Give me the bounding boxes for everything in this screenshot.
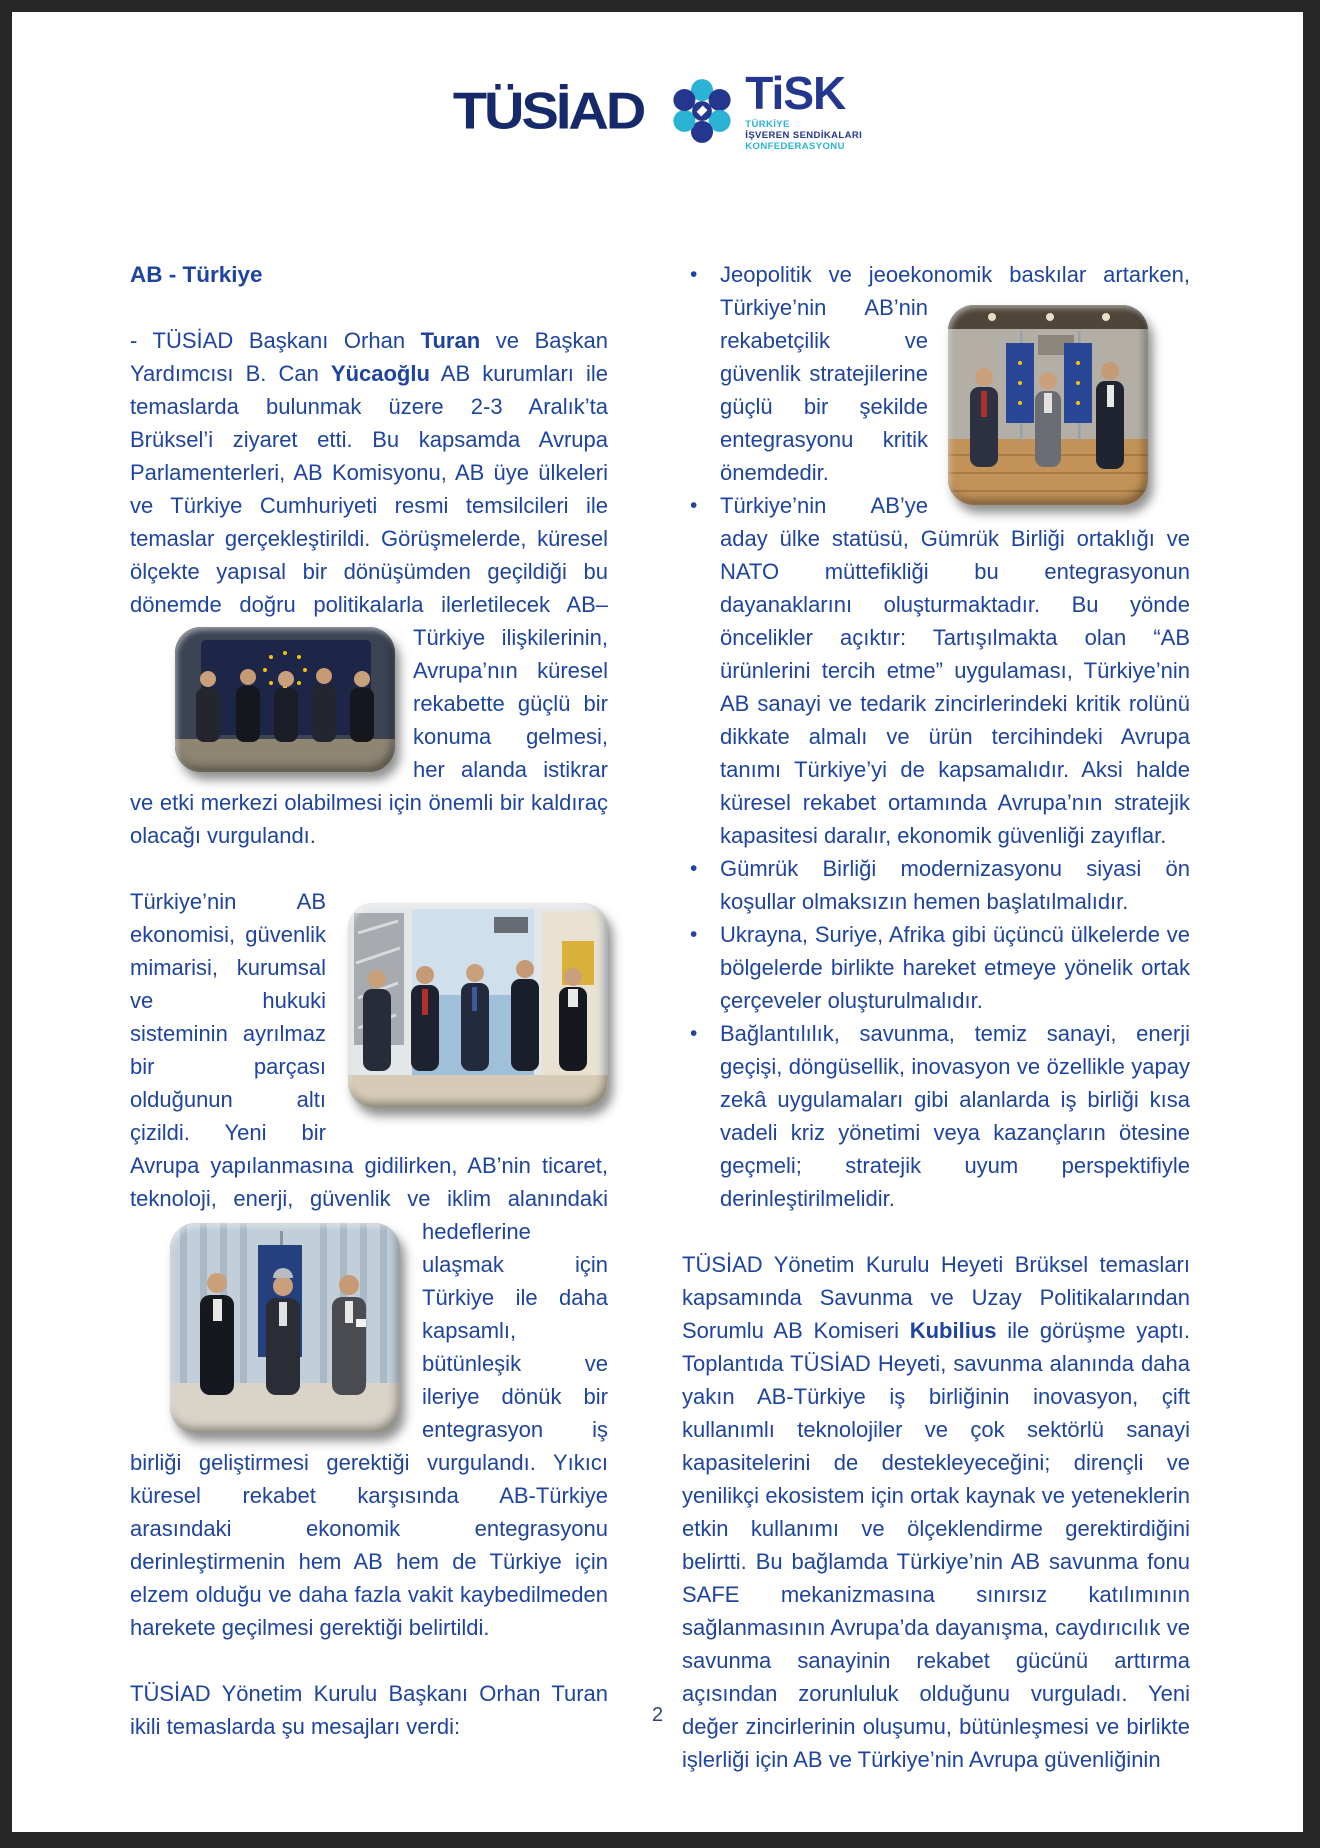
bullet-item-1	[682, 258, 1190, 489]
bullet-5-text: Bağlantılılık, savunma, temiz sanayi, enerji geçişi, döngüsellik, inovasyon ve özellikle yapay zekâ uygulamaları gibi alanlarda iş birliği kısa vadeli kriz yönetimi veya kazançların ötesine geçmeli; stratejik uyum perspektifiyle derinleştirilmelidir.	[720, 1021, 1190, 1211]
photo-meeting-eu-flags	[948, 305, 1148, 505]
page-content	[130, 258, 1190, 1776]
bullet-list	[682, 258, 1190, 1215]
section-heading: AB - Türkiye	[130, 262, 263, 287]
header-logos	[12, 67, 1303, 152]
tisk-subtitle	[745, 119, 862, 152]
paragraph-3: TÜSİAD Yönetim Kurulu Başkanı Orhan Turan ikili temaslarda şu mesajları verdi:	[130, 1681, 608, 1739]
bold-name-turan: Turan	[420, 328, 481, 353]
bullet-3-text: Gümrük Birliği modernizasyonu siyasi ön koşullar olmaksızın hemen başlatılmalıdır.	[720, 856, 1190, 914]
bold-name-yucaoglu: Yücaoğlu	[330, 361, 430, 386]
bullet-item-3	[682, 852, 1190, 918]
tisk-wordmark: TiSK	[745, 67, 846, 119]
bullet-item-4	[682, 918, 1190, 1017]
paragraph-2-text: ulaşmak için Türkiye ile daha kapsamlı, bütünleşik ve ileriye dönük bir entegrasyon iş birliği geliştirmesi gerektiği vurgulandı. Yıkıcı küresel rekabet karşısında AB-Türkiye arasındaki ekonomik entegrasyonu derinleştirmenin hem AB hem de Türkiye için elzem olduğu ve daha fazla vakit kaybedilmeden harekete geçilmesi gerektiği belirtildi.	[130, 1252, 608, 1640]
bullet-item-5	[682, 1017, 1190, 1215]
closing-text: TÜSİAD Yönetim Kurulu Heyeti Brüksel temasları kapsamında Savunma ve Uzay Politikalarından Sorumlu AB Komiseri	[682, 1252, 1190, 1343]
paragraph-1-text: - TÜSİAD Başkanı Orhan	[130, 328, 421, 353]
bullet-1-text: Jeopolitik ve jeoekonomik baskılar artarken,	[720, 262, 1190, 287]
document-page	[12, 12, 1303, 1832]
tisk-text-block	[745, 67, 863, 152]
paragraph-1-text: Avrupa’nın küresel rekabette güçlü bir konuma gelmesi, her alanda istikrar ve etki merkezi olabilmesi için önemli bir kaldıraç olacağı vurgulandı.	[130, 658, 608, 848]
left-column	[130, 258, 608, 1743]
closing-paragraph	[682, 1248, 1190, 1776]
photo-three-men-eu-flag	[170, 1223, 400, 1433]
tisk-logo	[669, 67, 863, 152]
bullet-1-text: Türkiye’nin AB’nin rekabetçilik ve güvenlik stratejilerine güçlü bir şekilde entegrasyonu kritik önemdedir.	[720, 295, 928, 485]
closing-text: ile görüşme yaptı. Toplantıda TÜSİAD Heyeti, savunma alanında daha yakın AB-Türkiye iş birliğinin inovasyon, çift kullanımlı teknolojiler ve çok sektörlü sanayi kapasitelerini de destekleyeceğini; dirençli ve yenilikçi ekosistem için ortak kaynak ve yeteneklerin etkin kullanımı ve ölçeklendirme gerektirdiğini belirtti. Bu bağlamda Türkiye’nin AB savunma fonu SAFE mekanizmasına sınırsız katılımının sağlanmasının Avrupa’da dayanışma, caydırıcılık ve savunma sanayinin rekabet gücünü arttırma açısından zorunluluk olduğunu vurguladı. Yeni değer zincirlerinin oluşumu, bütünleşmesi ve birlikte işlerliği için AB ve Türkiye’nin Avrupa güvenliğinin	[682, 1318, 1190, 1772]
tisk-subtitle-line3: KONFEDERASYONU	[745, 141, 845, 152]
paragraph-1-text: AB kurumları ile temaslarda bulunmak üzere 2-3 Aralık’ta Brüksel’i ziyaret etti. Bu kapsamda Avrupa Parlamenterleri, AB Komisyonu, AB üye ülkeleri ve Türkiye Cumhuriyeti resmi temsilcileri ile temaslar gerçekleştirildi. Görüşmelerde, küresel ölçekte yapısal bir dönüşümden geçildiği bu dönemde doğru politikalarla ilerletilecek AB–Türkiye ilişkilerinin,	[130, 361, 609, 650]
page-number: 2	[651, 1704, 664, 1726]
tisk-subtitle-line1: TÜRKİYE	[745, 119, 790, 130]
bold-name-kubilius: Kubilius	[909, 1318, 997, 1343]
photo-office-group	[348, 903, 608, 1108]
tisk-flower-icon	[669, 78, 735, 144]
photo-delegation-eu-flag	[175, 627, 395, 772]
paragraph-1-text: ve Başkan Yardımcısı B. Can	[130, 328, 608, 386]
bullet-item-2	[682, 489, 1190, 852]
tisk-subtitle-line2: İŞVEREN SENDİKALARI	[745, 130, 863, 141]
tusiad-logo: TÜSİAD	[452, 81, 644, 140]
paragraph-1	[130, 324, 608, 852]
page-footer	[12, 1704, 1303, 1727]
paragraph-2-text: Türkiye’nin AB ekonomisi, güvenlik mimarisi, kurumsal ve hukuki sisteminin ayrılmaz bir parçası olduğunun altı çizildi. Yeni bir Avrupa yapılanmasına gidilirken, AB’nin ticaret, teknoloji, enerji, güvenlik ve iklim alanındaki hedeflerine	[130, 889, 608, 1244]
paragraph-2	[130, 885, 608, 1644]
bullet-2-text: Türkiye’nin AB’ye aday ülke statüsü, Gümrük Birliği ortaklığı ve NATO müttefikliği bu entegrasyonun dayanaklarını oluşturmaktadır. Bu yönde öncelikler açıktır: Tartışılmakta olan “AB ürünlerini tercih etme” uygulaması, Türkiye’nin AB sanayi ve tedarik zincirlerindeki kritik rolünü dikkate almalı ve ürün tercihindeki Avrupa tanımı Türkiye’yi de kapsamalıdır. Aksi halde küresel rekabet ortamında Avrupa’nın stratejik kapasitesi daralır, ekonomik güvenliği zayıflar.	[720, 493, 1190, 848]
right-column	[682, 258, 1190, 1776]
bullet-4-text: Ukrayna, Suriye, Afrika gibi üçüncü ülkelerde ve bölgelerde birlikte hareket etmeye yönelik ortak çerçeveler oluşturulmalıdır.	[720, 922, 1190, 1013]
